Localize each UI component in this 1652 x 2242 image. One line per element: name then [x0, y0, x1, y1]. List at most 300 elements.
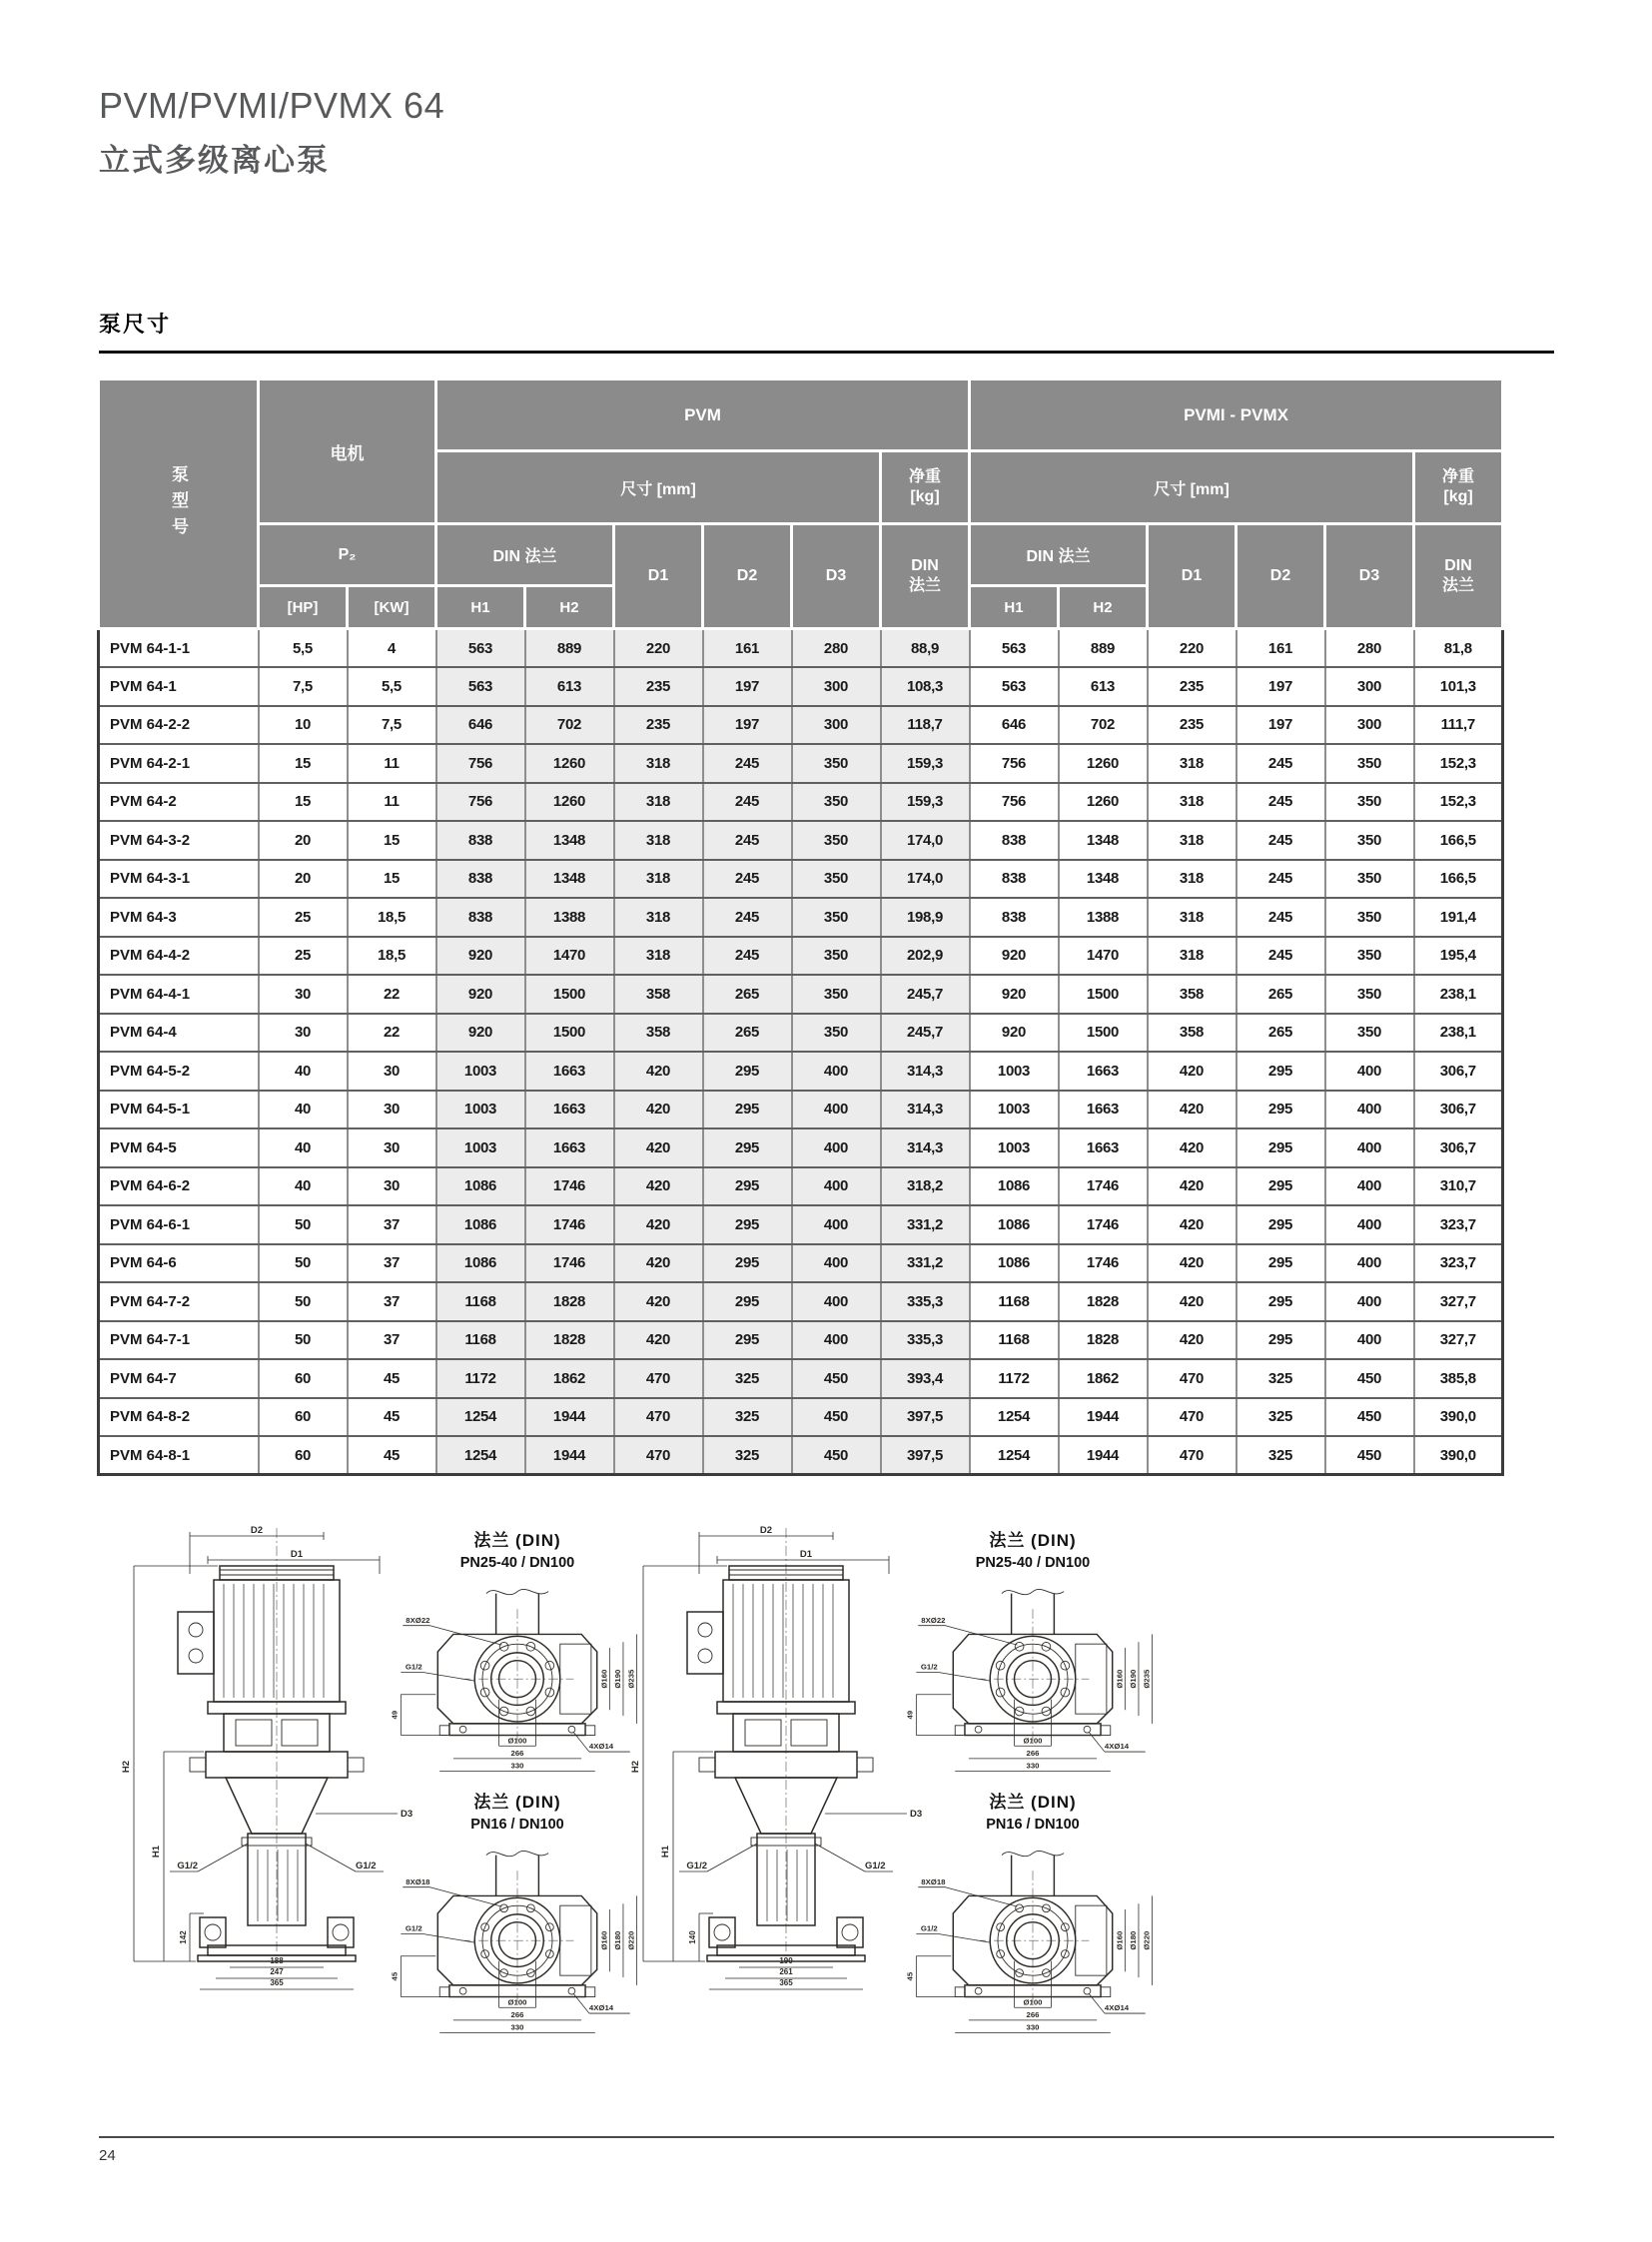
value-cell: 245	[703, 860, 792, 899]
value-cell: 295	[1237, 1244, 1325, 1283]
heading-rule	[99, 351, 1554, 354]
flange-dia-inner-label: Ø160	[599, 1669, 609, 1689]
flange-dim-outer-label: 330	[1026, 1761, 1040, 1771]
value-cell: 197	[703, 706, 792, 745]
value-cell: 245,7	[881, 975, 970, 1014]
value-cell: 111,7	[1414, 706, 1503, 745]
pump2-g12-left-label: G1/2	[686, 1861, 707, 1871]
pump2-h2-label: H2	[630, 1760, 641, 1774]
value-cell: 325	[1237, 1436, 1325, 1475]
value-cell: 350	[1325, 744, 1414, 783]
value-cell: 358	[1148, 975, 1237, 1014]
footer-rule	[99, 2136, 1554, 2138]
pump1-dim-mid-label: 247	[270, 1967, 284, 1976]
value-cell: 18,5	[348, 937, 436, 976]
value-cell: 265	[703, 975, 792, 1014]
value-cell: 420	[1148, 1052, 1237, 1091]
value-cell: 7,5	[348, 706, 436, 745]
flange-dia-mid-label: Ø190	[1129, 1669, 1139, 1689]
value-cell: 11	[348, 744, 436, 783]
value-cell: 420	[614, 1167, 703, 1206]
value-cell: 265	[1237, 975, 1325, 1014]
value-cell: 280	[1325, 629, 1414, 668]
pvm-dims-header: 尺寸 [mm]	[436, 451, 881, 524]
pvmi-d3-header: D3	[1325, 524, 1414, 629]
value-cell: 756	[436, 783, 525, 822]
value-cell: 1663	[1059, 1052, 1148, 1091]
flange1-pn16-drawing	[372, 1842, 663, 2050]
value-cell: 350	[1325, 860, 1414, 899]
value-cell: 11	[348, 783, 436, 822]
value-cell: 318	[614, 937, 703, 976]
value-cell: 1168	[970, 1282, 1059, 1321]
value-cell: 470	[614, 1398, 703, 1437]
value-cell: 358	[1148, 1014, 1237, 1053]
model-cell: PVM 64-2-2	[99, 706, 259, 745]
flange-dia-mid-label: Ø190	[613, 1669, 623, 1689]
value-cell: 198,9	[881, 898, 970, 937]
value-cell: 1862	[525, 1359, 614, 1398]
value-cell: 22	[348, 1014, 436, 1053]
value-cell: 1003	[436, 1052, 525, 1091]
value-cell: 15	[348, 821, 436, 860]
value-cell: 350	[792, 860, 881, 899]
value-cell: 1348	[525, 860, 614, 899]
value-cell: 306,7	[1414, 1052, 1503, 1091]
value-cell: 50	[259, 1205, 348, 1244]
value-cell: 325	[703, 1359, 792, 1398]
flange-g12-label: G1/2	[405, 1662, 422, 1672]
pump-model-header: 泵型号	[99, 379, 259, 629]
value-cell: 1086	[970, 1205, 1059, 1244]
value-cell: 166,5	[1414, 821, 1503, 860]
value-cell: 450	[792, 1436, 881, 1475]
flange-foot-height-label: 45	[905, 1971, 915, 1981]
value-cell: 1500	[1059, 1014, 1148, 1053]
value-cell: 1663	[1059, 1091, 1148, 1129]
value-cell: 1500	[1059, 975, 1148, 1014]
value-cell: 174,0	[881, 821, 970, 860]
value-cell: 397,5	[881, 1436, 970, 1475]
value-cell: 325	[703, 1398, 792, 1437]
flange2-pn2540-drawing	[887, 1580, 1179, 1789]
model-cell: PVM 64-5-2	[99, 1052, 259, 1091]
pvmi-d2-header: D2	[1237, 524, 1325, 629]
value-cell: 265	[703, 1014, 792, 1053]
value-cell: 1746	[1059, 1244, 1148, 1283]
value-cell: 889	[1059, 629, 1148, 668]
value-cell: 1172	[436, 1359, 525, 1398]
flange-dim-outer-label: 330	[510, 2022, 524, 2032]
pvm-h2-header: H2	[525, 586, 614, 629]
table-row	[99, 1205, 1503, 1244]
table-row	[99, 783, 1503, 822]
flange-dia-inner-label: Ø160	[599, 1930, 609, 1950]
pvmi-dims-header: 尺寸 [mm]	[970, 451, 1414, 524]
flange-bolt-holes-label: 8XØ22	[406, 1615, 430, 1625]
value-cell: 60	[259, 1436, 348, 1475]
flange-g12-label: G1/2	[405, 1923, 422, 1933]
value-cell: 1746	[1059, 1205, 1148, 1244]
value-cell: 300	[792, 706, 881, 745]
value-cell: 265	[1237, 1014, 1325, 1053]
flange-dim-inner-label: 266	[510, 1748, 524, 1758]
value-cell: 295	[1237, 1321, 1325, 1360]
value-cell: 400	[792, 1205, 881, 1244]
value-cell: 88,9	[881, 629, 970, 668]
value-cell: 563	[970, 667, 1059, 706]
value-cell: 323,7	[1414, 1244, 1503, 1283]
value-cell: 5,5	[348, 667, 436, 706]
value-cell: 420	[1148, 1091, 1237, 1129]
table-row	[99, 1398, 1503, 1437]
value-cell: 385,8	[1414, 1359, 1503, 1398]
pump1-d2-label: D2	[250, 1525, 264, 1536]
value-cell: 563	[436, 667, 525, 706]
value-cell: 161	[1237, 629, 1325, 668]
value-cell: 563	[970, 629, 1059, 668]
flange-bore-label: Ø100	[1023, 1997, 1043, 2007]
value-cell: 295	[1237, 1128, 1325, 1167]
value-cell: 1086	[436, 1244, 525, 1283]
flange2-pn16-title: 法兰 (DIN) PN16 / DN100	[986, 1793, 1080, 1833]
model-cell: PVM 64-6	[99, 1244, 259, 1283]
value-cell: 245	[703, 898, 792, 937]
page-title: PVM/PVMI/PVMX 64	[99, 85, 445, 126]
value-cell: 245	[1237, 898, 1325, 937]
value-cell: 1663	[525, 1128, 614, 1167]
table-row	[99, 706, 1503, 745]
flange-foot-holes-label: 4XØ14	[1104, 2003, 1130, 2013]
value-cell: 1348	[1059, 821, 1148, 860]
model-cell: PVM 64-7	[99, 1359, 259, 1398]
value-cell: 15	[259, 744, 348, 783]
pvm-h1-header: H1	[436, 586, 525, 629]
table-row	[99, 1052, 1503, 1091]
page-subtitle: 立式多级离心泵	[99, 143, 330, 179]
value-cell: 245	[1237, 860, 1325, 899]
value-cell: 756	[436, 744, 525, 783]
pump1-g12-left-label: G1/2	[177, 1861, 198, 1871]
value-cell: 400	[1325, 1244, 1414, 1283]
pump1-d1-label: D1	[290, 1549, 304, 1560]
value-cell: 613	[525, 667, 614, 706]
table-row	[99, 821, 1503, 860]
table-row	[99, 1244, 1503, 1283]
flange-dim-inner-label: 266	[1026, 1748, 1040, 1758]
value-cell: 40	[259, 1052, 348, 1091]
pump-dimensions-table	[97, 377, 1504, 1476]
pump1-h2-label: H2	[121, 1760, 132, 1774]
value-cell: 400	[1325, 1091, 1414, 1129]
value-cell: 1500	[525, 1014, 614, 1053]
value-cell: 30	[348, 1128, 436, 1167]
value-cell: 400	[792, 1052, 881, 1091]
value-cell: 245	[1237, 937, 1325, 976]
value-cell: 390,0	[1414, 1398, 1503, 1437]
value-cell: 318	[614, 821, 703, 860]
value-cell: 50	[259, 1244, 348, 1283]
value-cell: 318	[1148, 860, 1237, 899]
value-cell: 1828	[1059, 1321, 1148, 1360]
flange-bolt-holes-label: 8XØ18	[921, 1876, 946, 1886]
value-cell: 245	[1237, 783, 1325, 822]
model-cell: PVM 64-4-2	[99, 937, 259, 976]
value-cell: 1388	[1059, 898, 1148, 937]
value-cell: 420	[1148, 1205, 1237, 1244]
value-cell: 400	[1325, 1052, 1414, 1091]
value-cell: 1663	[525, 1091, 614, 1129]
value-cell: 197	[703, 667, 792, 706]
pump1-dim-inner-label: 188	[270, 1956, 284, 1965]
table-row	[99, 1282, 1503, 1321]
value-cell: 920	[436, 975, 525, 1014]
table-row	[99, 975, 1503, 1014]
value-cell: 358	[614, 975, 703, 1014]
value-cell: 358	[614, 1014, 703, 1053]
value-cell: 20	[259, 821, 348, 860]
value-cell: 318	[1148, 821, 1237, 860]
value-cell: 1828	[525, 1282, 614, 1321]
table-row	[99, 744, 1503, 783]
value-cell: 1944	[1059, 1436, 1148, 1475]
value-cell: 335,3	[881, 1321, 970, 1360]
model-cell: PVM 64-2	[99, 783, 259, 822]
pvm-din-flange-header: DIN 法兰	[436, 524, 614, 586]
table-row	[99, 937, 1503, 976]
value-cell: 1944	[525, 1436, 614, 1475]
value-cell: 400	[1325, 1282, 1414, 1321]
pump2-dim-outer-label: 365	[779, 1978, 793, 1987]
flange-bore-label: Ø100	[1023, 1736, 1043, 1746]
value-cell: 314,3	[881, 1091, 970, 1129]
value-cell: 1168	[436, 1282, 525, 1321]
model-cell: PVM 64-4	[99, 1014, 259, 1053]
value-cell: 400	[792, 1321, 881, 1360]
value-cell: 45	[348, 1359, 436, 1398]
value-cell: 30	[348, 1091, 436, 1129]
value-cell: 245	[1237, 744, 1325, 783]
value-cell: 1086	[436, 1205, 525, 1244]
value-cell: 470	[1148, 1359, 1237, 1398]
pvmi-weight-header: 净重 [kg]	[1414, 451, 1503, 524]
value-cell: 295	[1237, 1167, 1325, 1206]
value-cell: 327,7	[1414, 1282, 1503, 1321]
value-cell: 420	[614, 1321, 703, 1360]
value-cell: 470	[1148, 1398, 1237, 1437]
value-cell: 1260	[1059, 744, 1148, 783]
value-cell: 310,7	[1414, 1167, 1503, 1206]
value-cell: 30	[348, 1052, 436, 1091]
value-cell: 646	[436, 706, 525, 745]
value-cell: 1254	[970, 1398, 1059, 1437]
pvm-group-header: PVM	[436, 379, 970, 451]
value-cell: 40	[259, 1091, 348, 1129]
value-cell: 702	[1059, 706, 1148, 745]
value-cell: 420	[1148, 1128, 1237, 1167]
value-cell: 306,7	[1414, 1128, 1503, 1167]
pvm-weight-din-header: DIN 法兰	[881, 524, 970, 629]
flange-g12-label: G1/2	[920, 1923, 938, 1933]
value-cell: 37	[348, 1205, 436, 1244]
flange2-pn16-drawing	[887, 1842, 1179, 2050]
value-cell: 295	[1237, 1282, 1325, 1321]
value-cell: 1470	[525, 937, 614, 976]
value-cell: 318	[614, 860, 703, 899]
motor-fins	[224, 1584, 324, 1698]
value-cell: 838	[970, 860, 1059, 899]
value-cell: 220	[1148, 629, 1237, 668]
value-cell: 318	[1148, 783, 1237, 822]
value-cell: 350	[792, 1014, 881, 1053]
table-header	[99, 379, 1503, 629]
value-cell: 235	[614, 706, 703, 745]
value-cell: 174,0	[881, 860, 970, 899]
flange-foot-holes-label: 4XØ14	[588, 1742, 614, 1752]
pump2-h1-label: H1	[660, 1845, 671, 1859]
value-cell: 327,7	[1414, 1321, 1503, 1360]
value-cell: 350	[1325, 898, 1414, 937]
value-cell: 470	[614, 1436, 703, 1475]
value-cell: 335,3	[881, 1282, 970, 1321]
value-cell: 118,7	[881, 706, 970, 745]
value-cell: 325	[703, 1436, 792, 1475]
flange-dim-outer-label: 330	[510, 1761, 524, 1771]
model-cell: PVM 64-3-2	[99, 821, 259, 860]
value-cell: 331,2	[881, 1205, 970, 1244]
value-cell: 295	[703, 1321, 792, 1360]
value-cell: 1254	[970, 1436, 1059, 1475]
value-cell: 45	[348, 1398, 436, 1437]
value-cell: 5,5	[259, 629, 348, 668]
value-cell: 400	[1325, 1128, 1414, 1167]
value-cell: 152,3	[1414, 744, 1503, 783]
value-cell: 420	[614, 1091, 703, 1129]
hp-header: [HP]	[259, 586, 348, 629]
kw-header: [KW]	[348, 586, 436, 629]
value-cell: 470	[1148, 1436, 1237, 1475]
flange-foot-height-label: 49	[905, 1710, 915, 1720]
model-cell: PVM 64-5-1	[99, 1091, 259, 1129]
value-cell: 1746	[525, 1244, 614, 1283]
value-cell: 920	[970, 1014, 1059, 1053]
value-cell: 393,4	[881, 1359, 970, 1398]
value-cell: 350	[1325, 821, 1414, 860]
pump2-dim-mid-label: 261	[779, 1967, 793, 1976]
value-cell: 325	[1237, 1398, 1325, 1437]
value-cell: 50	[259, 1321, 348, 1360]
value-cell: 1260	[525, 783, 614, 822]
value-cell: 295	[703, 1167, 792, 1206]
model-cell: PVM 64-8-2	[99, 1398, 259, 1437]
value-cell: 1168	[970, 1321, 1059, 1360]
value-cell: 1254	[436, 1436, 525, 1475]
value-cell: 1086	[970, 1167, 1059, 1206]
value-cell: 30	[259, 1014, 348, 1053]
value-cell: 1260	[1059, 783, 1148, 822]
value-cell: 30	[259, 975, 348, 1014]
value-cell: 838	[970, 821, 1059, 860]
value-cell: 390,0	[1414, 1436, 1503, 1475]
value-cell: 50	[259, 1282, 348, 1321]
pump1-base-height-label: 142	[179, 1930, 188, 1944]
model-cell: PVM 64-1-1	[99, 629, 259, 668]
flange-dia-inner-label: Ø160	[1115, 1669, 1125, 1689]
table-row	[99, 1321, 1503, 1360]
value-cell: 60	[259, 1359, 348, 1398]
value-cell: 1003	[436, 1128, 525, 1167]
flange-g12-label: G1/2	[920, 1662, 938, 1672]
value-cell: 318,2	[881, 1167, 970, 1206]
value-cell: 838	[436, 821, 525, 860]
value-cell: 300	[1325, 667, 1414, 706]
pvmi-group-header: PVMI - PVMX	[970, 379, 1503, 451]
value-cell: 295	[1237, 1205, 1325, 1244]
value-cell: 318	[614, 898, 703, 937]
value-cell: 350	[792, 937, 881, 976]
value-cell: 350	[792, 821, 881, 860]
value-cell: 22	[348, 975, 436, 1014]
value-cell: 306,7	[1414, 1091, 1503, 1129]
value-cell: 1003	[970, 1052, 1059, 1091]
pvm-weight-header: 净重 [kg]	[881, 451, 970, 524]
pump2-dim-inner-label: 190	[779, 1956, 793, 1965]
flange1-pn2540-title: 法兰 (DIN) PN25-40 / DN100	[459, 1531, 575, 1571]
value-cell: 1168	[436, 1321, 525, 1360]
value-cell: 1254	[436, 1398, 525, 1437]
value-cell: 350	[1325, 1014, 1414, 1053]
value-cell: 197	[1237, 667, 1325, 706]
value-cell: 350	[1325, 937, 1414, 976]
value-cell: 450	[792, 1359, 881, 1398]
value-cell: 1003	[970, 1091, 1059, 1129]
flange-bolt-holes-label: 8XØ18	[406, 1876, 430, 1886]
value-cell: 756	[970, 783, 1059, 822]
value-cell: 420	[1148, 1167, 1237, 1206]
flange1-pn2540-drawing	[372, 1580, 663, 1789]
value-cell: 7,5	[259, 667, 348, 706]
value-cell: 161	[703, 629, 792, 668]
value-cell: 470	[614, 1359, 703, 1398]
value-cell: 1086	[970, 1244, 1059, 1283]
value-cell: 1746	[525, 1167, 614, 1206]
value-cell: 1003	[436, 1091, 525, 1129]
pump2-d3-label: D3	[910, 1809, 923, 1820]
pvm-d2-header: D2	[703, 524, 792, 629]
value-cell: 30	[348, 1167, 436, 1206]
flange2-pn2540-title: 法兰 (DIN) PN25-40 / DN100	[975, 1531, 1091, 1571]
value-cell: 350	[792, 898, 881, 937]
value-cell: 1944	[1059, 1398, 1148, 1437]
value-cell: 25	[259, 937, 348, 976]
value-cell: 400	[792, 1167, 881, 1206]
value-cell: 245	[703, 744, 792, 783]
flange-dim-inner-label: 266	[1026, 2009, 1040, 2019]
value-cell: 235	[1148, 706, 1237, 745]
model-cell: PVM 64-1	[99, 667, 259, 706]
value-cell: 350	[1325, 975, 1414, 1014]
value-cell: 245	[1237, 821, 1325, 860]
value-cell: 81,8	[1414, 629, 1503, 668]
pump2-d2-label: D2	[759, 1525, 773, 1536]
value-cell: 1663	[1059, 1128, 1148, 1167]
value-cell: 331,2	[881, 1244, 970, 1283]
column-lines	[767, 1850, 807, 1921]
value-cell: 563	[436, 629, 525, 668]
value-cell: 1348	[1059, 860, 1148, 899]
value-cell: 40	[259, 1128, 348, 1167]
column-lines	[258, 1850, 298, 1921]
